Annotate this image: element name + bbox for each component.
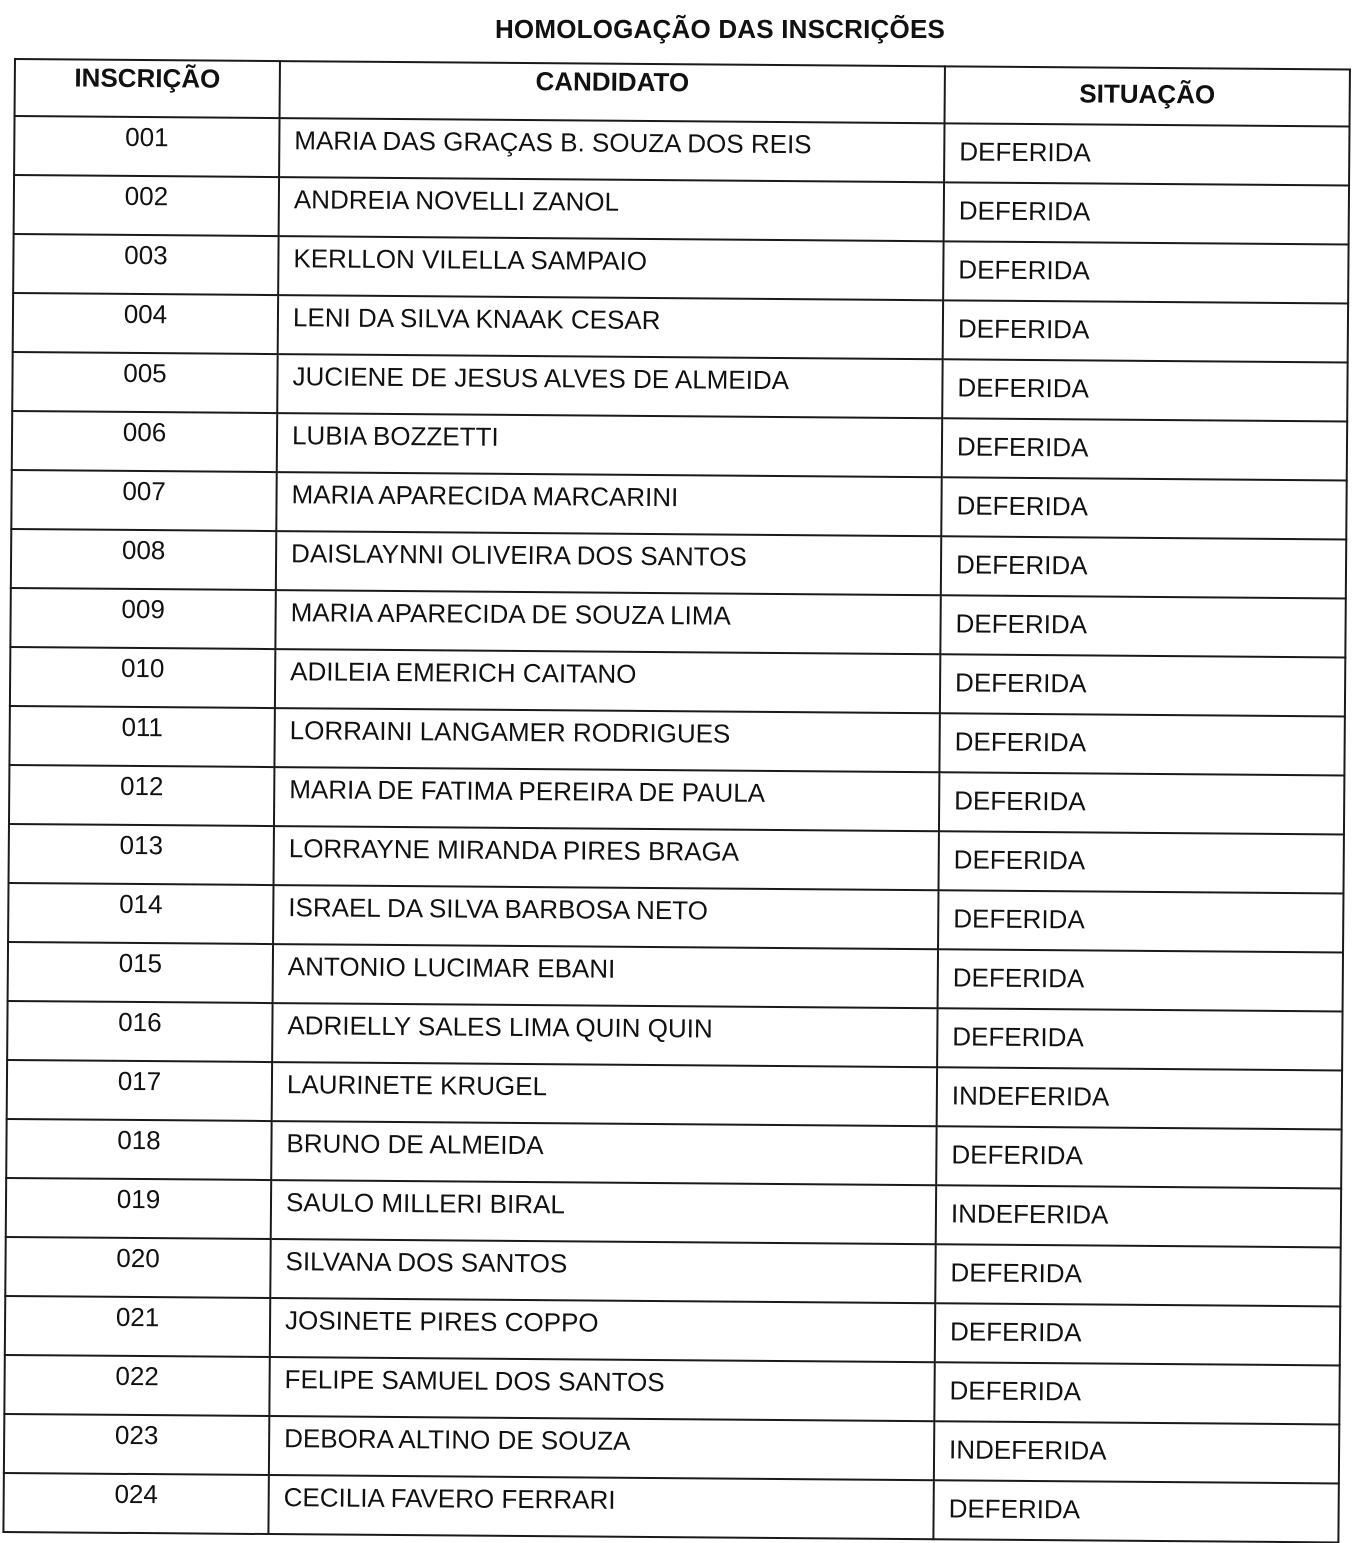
cell-inscricao: 024 <box>3 1473 268 1534</box>
cell-candidato: MARIA DE FATIMA PEREIRA DE PAULA <box>274 767 939 831</box>
table-row <box>10 647 1345 716</box>
cell-situacao: DEFERIDA <box>941 536 1346 598</box>
cell-inscricao: 012 <box>9 765 274 826</box>
cell-inscricao: 016 <box>7 1001 272 1062</box>
cell-inscricao: 005 <box>12 352 277 413</box>
table-row <box>7 1001 1342 1070</box>
table-row <box>5 1296 1340 1365</box>
table-row <box>6 1178 1341 1247</box>
table-row <box>4 1355 1339 1424</box>
cell-situacao: DEFERIDA <box>944 182 1349 244</box>
cell-candidato: DAISLAYNNI OLIVEIRA DOS SANTOS <box>276 531 941 595</box>
cell-candidato: JUCIENE DE JESUS ALVES DE ALMEIDA <box>277 354 942 418</box>
cell-candidato: JOSINETE PIRES COPPO <box>270 1298 935 1362</box>
registrations-table <box>2 58 1351 1543</box>
cell-situacao: INDEFERIDA <box>936 1185 1341 1247</box>
table-row <box>12 411 1347 480</box>
table-row <box>8 883 1343 952</box>
table-row <box>9 765 1344 834</box>
cell-candidato: MARIA APARECIDA DE SOUZA LIMA <box>275 590 940 654</box>
cell-situacao: DEFERIDA <box>938 831 1343 893</box>
cell-candidato: LAURINETE KRUGEL <box>272 1062 937 1126</box>
cell-situacao: DEFERIDA <box>937 1008 1342 1070</box>
cell-inscricao: 007 <box>11 470 276 531</box>
cell-candidato: LORRAYNE MIRANDA PIRES BRAGA <box>274 826 939 890</box>
cell-inscricao: 004 <box>13 293 278 354</box>
cell-situacao: DEFERIDA <box>942 418 1347 480</box>
cell-situacao: DEFERIDA <box>938 949 1343 1011</box>
cell-situacao: DEFERIDA <box>934 1362 1339 1424</box>
cell-inscricao: 006 <box>12 411 277 472</box>
cell-candidato: SAULO MILLERI BIRAL <box>271 1180 936 1244</box>
cell-situacao: DEFERIDA <box>936 1126 1341 1188</box>
header-inscricao: INSCRIÇÃO <box>15 59 280 118</box>
cell-inscricao: 022 <box>4 1355 269 1416</box>
cell-inscricao: 001 <box>14 116 279 177</box>
cell-inscricao: 011 <box>9 706 274 767</box>
cell-situacao: DEFERIDA <box>933 1480 1338 1542</box>
cell-candidato: FELIPE SAMUEL DOS SANTOS <box>269 1357 934 1421</box>
cell-inscricao: 017 <box>7 1060 272 1121</box>
cell-candidato: ANTONIO LUCIMAR EBANI <box>273 944 938 1008</box>
cell-candidato: MARIA APARECIDA MARCARINI <box>276 472 941 536</box>
cell-situacao: DEFERIDA <box>941 477 1346 539</box>
table-row <box>6 1119 1341 1188</box>
cell-inscricao: 015 <box>8 942 273 1003</box>
cell-inscricao: 013 <box>9 824 274 885</box>
cell-inscricao: 008 <box>11 529 276 590</box>
cell-inscricao: 010 <box>10 647 275 708</box>
table-row <box>12 352 1347 421</box>
table-header-row <box>15 59 1350 126</box>
cell-inscricao: 002 <box>14 175 279 236</box>
cell-inscricao: 020 <box>5 1237 270 1298</box>
header-candidato: CANDIDATO <box>280 61 945 123</box>
table-row <box>9 706 1344 775</box>
cell-inscricao: 021 <box>5 1296 270 1357</box>
cell-situacao: DEFERIDA <box>935 1303 1340 1365</box>
cell-situacao: DEFERIDA <box>939 713 1344 775</box>
table-row <box>13 293 1348 362</box>
cell-candidato: MARIA DAS GRAÇAS B. SOUZA DOS REIS <box>279 118 944 182</box>
cell-candidato: SILVANA DOS SANTOS <box>270 1239 935 1303</box>
cell-candidato: ISRAEL DA SILVA BARBOSA NETO <box>273 885 938 949</box>
cell-candidato: ADILEIA EMERICH CAITANO <box>275 649 940 713</box>
cell-candidato: KERLLON VILELLA SAMPAIO <box>278 236 943 300</box>
page-title: HOMOLOGAÇÃO DAS INSCRIÇÕES <box>494 14 946 44</box>
cell-situacao: INDEFERIDA <box>937 1067 1342 1129</box>
header-situacao: SITUAÇÃO <box>945 66 1350 126</box>
cell-candidato: LENI DA SILVA KNAAK CESAR <box>278 295 943 359</box>
cell-inscricao: 018 <box>6 1119 271 1180</box>
cell-inscricao: 003 <box>13 234 278 295</box>
table-row <box>10 588 1345 657</box>
cell-situacao: DEFERIDA <box>942 359 1347 421</box>
table-row <box>4 1414 1339 1483</box>
cell-situacao: DEFERIDA <box>943 300 1348 362</box>
cell-situacao: DEFERIDA <box>940 654 1345 716</box>
cell-situacao: INDEFERIDA <box>934 1421 1339 1483</box>
table-row <box>5 1237 1340 1306</box>
cell-candidato: BRUNO DE ALMEIDA <box>271 1121 936 1185</box>
table-row <box>9 824 1344 893</box>
cell-situacao: DEFERIDA <box>940 595 1345 657</box>
table-row <box>7 1060 1342 1129</box>
table-row <box>11 470 1346 539</box>
cell-situacao: DEFERIDA <box>938 890 1343 952</box>
cell-candidato: DEBORA ALTINO DE SOUZA <box>269 1416 934 1480</box>
cell-candidato: CECILIA FAVERO FERRARI <box>268 1475 933 1539</box>
table-row <box>11 529 1346 598</box>
cell-inscricao: 023 <box>4 1414 269 1475</box>
cell-situacao: DEFERIDA <box>939 772 1344 834</box>
table-row <box>14 175 1349 244</box>
cell-inscricao: 014 <box>8 883 273 944</box>
cell-candidato: ADRIELLY SALES LIMA QUIN QUIN <box>272 1003 937 1067</box>
cell-candidato: LUBIA BOZZETTI <box>277 413 942 477</box>
cell-candidato: LORRAINI LANGAMER RODRIGUES <box>274 708 939 772</box>
table-row <box>8 942 1343 1011</box>
table-row <box>13 234 1348 303</box>
cell-inscricao: 019 <box>6 1178 271 1239</box>
cell-candidato: ANDREIA NOVELLI ZANOL <box>279 177 944 241</box>
cell-situacao: DEFERIDA <box>935 1244 1340 1306</box>
cell-situacao: DEFERIDA <box>944 123 1349 185</box>
cell-inscricao: 009 <box>10 588 275 649</box>
cell-situacao: DEFERIDA <box>943 241 1348 303</box>
table-row <box>14 116 1349 185</box>
table-row <box>3 1473 1338 1542</box>
